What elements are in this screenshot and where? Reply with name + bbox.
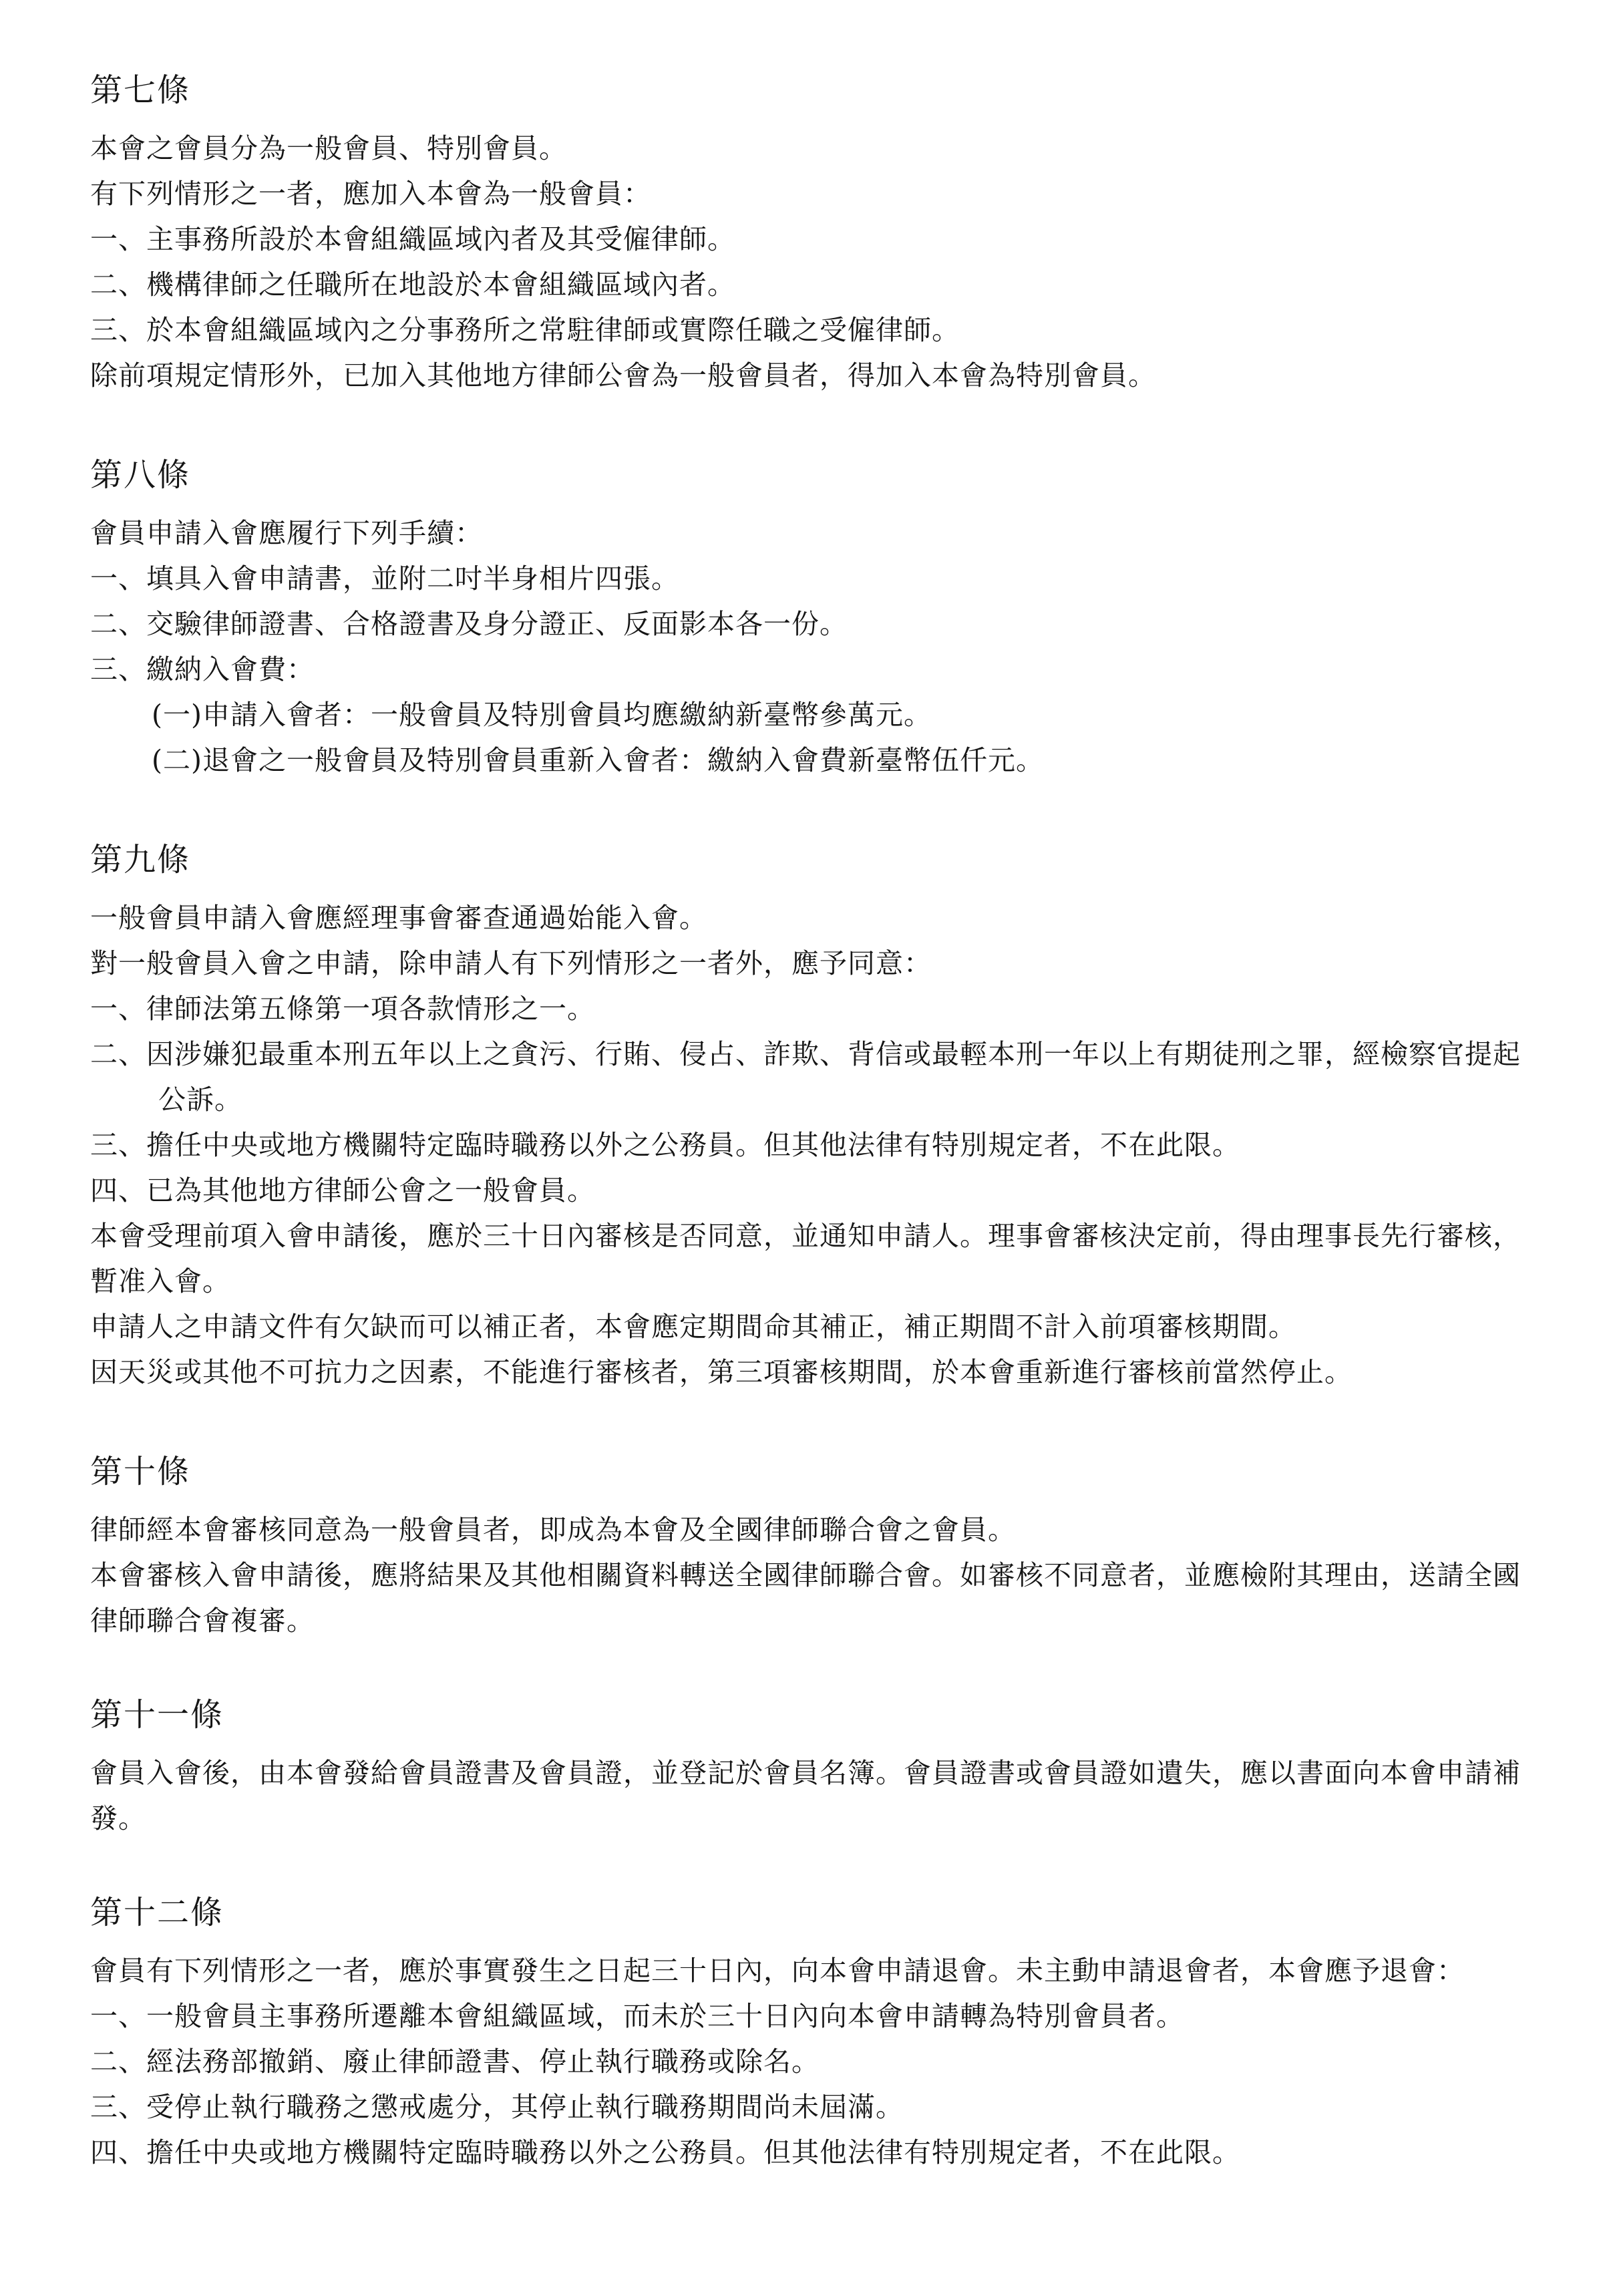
paragraph: 有下列情形之一者，應加入本會為一般會員： xyxy=(90,178,651,210)
document-body xyxy=(90,67,1540,2175)
paragraph: 對一般會員入會之申請，除申請人有下列情形之一者外，應予同意： xyxy=(90,947,932,979)
paragraph: 會員有下列情形之一者，應於事實發生之日起三十日內，向本會申請退會。未主動申請退會者，本會應予退會： xyxy=(90,1955,1465,1987)
list-item: 四、已為其他地方律師公會之一般會員。 xyxy=(90,1174,595,1206)
paragraph: 申請人之申請文件有欠缺而可以補正者，本會應定期間命其補正，補正期間不計入前項審核期間。 xyxy=(90,1311,1296,1343)
article-7 xyxy=(90,67,1540,398)
article-heading: 第九條 xyxy=(90,841,191,878)
article-10 xyxy=(90,1448,1540,1643)
list-item: 一、填具入會申請書，並附二吋半身相片四張。 xyxy=(90,562,679,595)
list-item: 三、繳納入會費： xyxy=(90,653,315,685)
paragraph: 本會之會員分為一般會員、特別會員。 xyxy=(90,132,567,164)
list-item: 二、經法務部撤銷、廢止律師證書、停止執行職務或除名。 xyxy=(90,2045,820,2078)
paragraph: 會員申請入會應履行下列手續： xyxy=(90,517,483,549)
sub-list-item: (一)申請入會者：一般會員及特別會員均應繳納新臺幣參萬元。 xyxy=(152,699,932,731)
paragraph: 除前項規定情形外，已加入其他地方律師公會為一般會員者，得加入本會為特別會員。 xyxy=(90,359,1156,391)
article-12 xyxy=(90,1889,1540,2175)
article-9 xyxy=(90,836,1540,1395)
article-heading: 第八條 xyxy=(90,456,191,494)
list-item: 一、律師法第五條第一項各款情形之一。 xyxy=(90,993,595,1025)
list-item: 二、因涉嫌犯最重本刑五年以上之貪污、行賄、侵占、詐欺、背信或最輕本刑一年以上有期徒刑之罪，經檢察官提起公訴。 xyxy=(90,1038,1521,1116)
list-item: 四、擔任中央或地方機關特定臨時職務以外之公務員。但其他法律有特別規定者，不在此限。 xyxy=(90,2136,1240,2168)
sub-list-item: (二)退會之一般會員及特別會員重新入會者：繳納入會費新臺幣伍仟元。 xyxy=(152,744,1044,776)
article-heading: 第十條 xyxy=(90,1453,191,1490)
article-heading: 第十一條 xyxy=(90,1696,224,1734)
list-item: 一、一般會員主事務所遷離本會組織區域，而未於三十日內向本會申請轉為特別會員者。 xyxy=(90,2000,1184,2032)
list-item: 二、機構律師之任職所在地設於本會組織區域內者。 xyxy=(90,269,735,301)
paragraph: 因天災或其他不可抗力之因素，不能進行審核者，第三項審核期間，於本會重新進行審核前當然停止。 xyxy=(90,1356,1353,1388)
article-8 xyxy=(90,452,1540,783)
paragraph: 會員入會後，由本會發給會員證書及會員證，並登記於會員名簿。會員證書或會員證如遺失，應以書面向本會申請補發。 xyxy=(90,1757,1521,1834)
paragraph: 一般會員申請入會應經理事會審查通過始能入會。 xyxy=(90,902,707,934)
article-11 xyxy=(90,1691,1540,1841)
list-item: 一、主事務所設於本會組織區域內者及其受僱律師。 xyxy=(90,223,735,255)
paragraph: 律師經本會審核同意為一般會員者，即成為本會及全國律師聯合會之會員。 xyxy=(90,1514,1016,1546)
list-item: 二、交驗律師證書、合格證書及身分證正、反面影本各一份。 xyxy=(90,608,848,640)
list-item: 三、於本會組織區域內之分事務所之常駐律師或實際任職之受僱律師。 xyxy=(90,314,960,346)
list-item: 三、擔任中央或地方機關特定臨時職務以外之公務員。但其他法律有特別規定者，不在此限。 xyxy=(90,1129,1240,1161)
list-item: 三、受停止執行職務之懲戒處分，其停止執行職務期間尚未屆滿。 xyxy=(90,2091,904,2123)
paragraph: 本會受理前項入會申請後，應於三十日內審核是否同意，並通知申請人。理事會審核決定前，得由理事長先行審核，暫准入會。 xyxy=(90,1220,1521,1297)
paragraph: 本會審核入會申請後，應將結果及其他相關資料轉送全國律師聯合會。如審核不同意者，並應檢附其理由，送請全國律師聯合會複審。 xyxy=(90,1559,1521,1637)
article-heading: 第七條 xyxy=(90,71,191,109)
article-heading: 第十二條 xyxy=(90,1894,224,1931)
